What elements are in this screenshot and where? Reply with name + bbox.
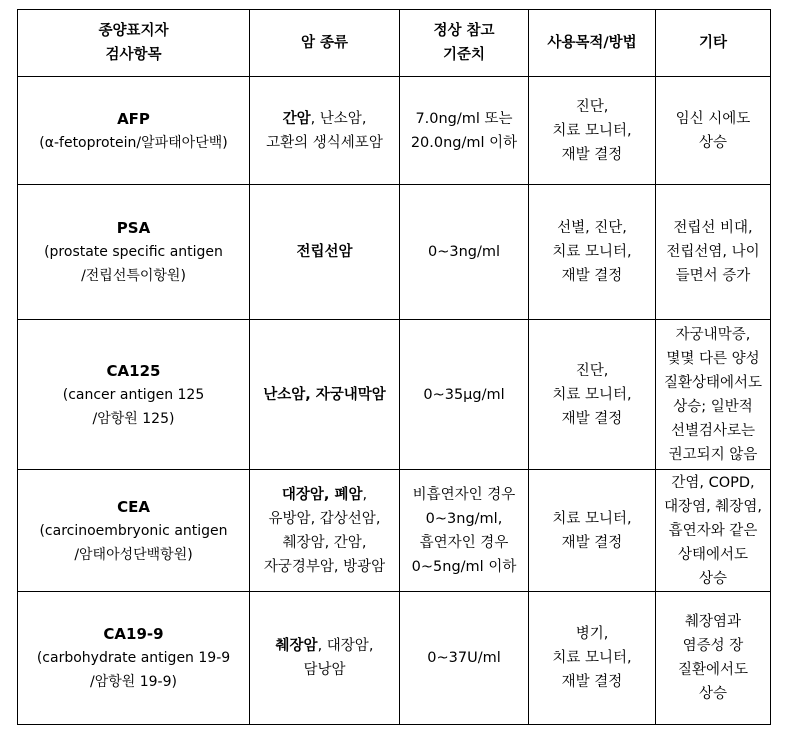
reference-cell: 0~35μg/ml [400, 320, 529, 470]
table-row [18, 470, 771, 592]
marker-cell [18, 185, 250, 320]
header-cancer-type: 암 종류 [250, 10, 400, 77]
table-row [18, 77, 771, 185]
marker-cell [18, 592, 250, 725]
marker-detail: (prostate specific antigen /전립선특이항원) [44, 244, 223, 284]
header-purpose: 사용목적/방법 [529, 10, 656, 77]
marker-detail: (carbohydrate antigen 19-9 /암항원 19-9) [36, 650, 231, 690]
primary-cancer: 난소암, 자궁내막암 [263, 386, 386, 403]
cancer-type-cell [250, 77, 400, 185]
primary-cancer: 췌장암 [275, 638, 318, 654]
cancer-type-cell [250, 470, 400, 592]
marker-detail: (cancer antigen 125 /암항원 125) [62, 386, 205, 427]
other-cancers: , 대장암, 담낭암 [303, 638, 374, 678]
marker-cell [18, 320, 250, 470]
cancer-type-cell [250, 320, 400, 470]
primary-cancer: 전립선암 [296, 244, 353, 260]
header-marker: 종양표지자 검사항목 [18, 10, 250, 77]
reference-cell: 0~3ng/ml [400, 185, 529, 320]
marker-name: CA125 [106, 361, 161, 380]
notes-cell: 간염, COPD, 대장염, 췌장염, 흡연자와 같은 상태에서도 상승 [656, 470, 771, 592]
tumor-marker-table [17, 9, 771, 725]
header-reference: 정상 참고 기준치 [400, 10, 529, 77]
reference-cell: 0~37U/ml [400, 592, 529, 725]
table-row [18, 320, 771, 470]
purpose-cell: 진단, 치료 모니터, 재발 결정 [529, 320, 656, 470]
cancer-type-cell [250, 185, 400, 320]
primary-cancer: 대장암, 폐암 [281, 486, 363, 503]
cancer-type-cell [250, 592, 400, 725]
notes-cell: 자궁내막증, 몇몇 다른 양성 질환상태에서도 상승; 일반적 선별검사로는 권고되지 않음 [656, 320, 771, 470]
marker-cell [18, 77, 250, 185]
marker-name: AFP [117, 109, 150, 128]
primary-cancer: 간암 [282, 110, 311, 127]
purpose-cell: 진단, 치료 모니터, 재발 결정 [529, 77, 656, 185]
purpose-cell: 병기, 치료 모니터, 재발 결정 [529, 592, 656, 725]
marker-name: PSA [116, 219, 151, 237]
purpose-cell: 치료 모니터, 재발 결정 [529, 470, 656, 592]
notes-cell: 췌장염과 염증성 장 질환에서도 상승 [656, 592, 771, 725]
marker-name: CEA [117, 497, 150, 516]
marker-cell [18, 470, 250, 592]
other-cancers: , 유방암, 갑상선암, 췌장암, 간암, 자궁경부암, 방광암 [263, 486, 386, 575]
marker-name: CA19-9 [103, 625, 164, 643]
marker-detail: (α-fetoprotein/알파태아단백) [39, 134, 228, 151]
header-notes: 기타 [656, 10, 771, 77]
purpose-cell: 선별, 진단, 치료 모니터, 재발 결정 [529, 185, 656, 320]
table-row [18, 592, 771, 725]
reference-cell: 7.0ng/ml 또는 20.0ng/ml 이하 [400, 77, 529, 185]
table-row [18, 185, 771, 320]
reference-cell: 비흡연자인 경우 0~3ng/ml, 흡연자인 경우 0~5ng/ml 이하 [400, 470, 529, 592]
notes-cell: 임신 시에도 상승 [656, 77, 771, 185]
header-row [18, 10, 771, 77]
notes-cell: 전립선 비대, 전립선염, 나이 들면서 증가 [656, 185, 771, 320]
marker-detail: (carcinoembryonic antigen /암태아성단백항원) [39, 522, 228, 563]
other-cancers: , 난소암, 고환의 생식세포암 [266, 110, 383, 151]
